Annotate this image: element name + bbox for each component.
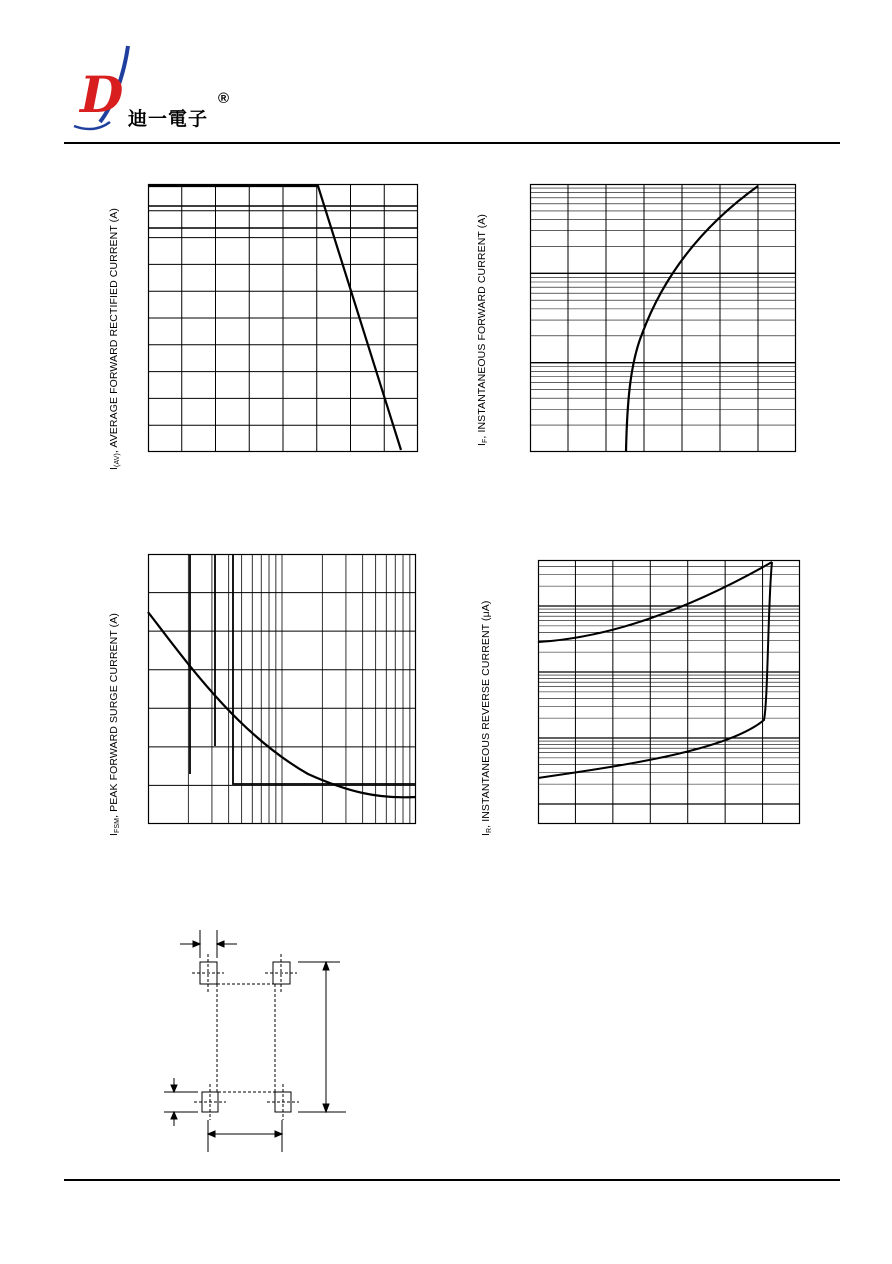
chart4-ylabel: $I_R$, INSTANTANEOUS REVERSE CURRENT (μA) <box>480 600 493 836</box>
chart2-ylabel: $I_F$, INSTANTANEOUS FORWARD CURRENT (A) <box>476 213 489 446</box>
plot-frame <box>531 185 796 452</box>
logo-letter: D <box>80 65 124 124</box>
chart3-plot <box>148 554 416 824</box>
chart1-ylabel: $I_{(AV)}$, AVERAGE FORWARD RECTIFIED CURRENT (A) <box>108 208 121 470</box>
footer-rule <box>64 1179 840 1181</box>
step-limit-line <box>190 554 416 784</box>
company-name: 迪一電子 <box>128 108 209 130</box>
chart3-ylabel: $I_{FSM}$, PEAK FORWARD SURGE CURRENT (A) <box>108 613 121 836</box>
registered-mark: ® <box>218 90 230 107</box>
forward-current-curve <box>626 186 758 452</box>
header-rule <box>64 142 840 144</box>
reverse-current-curve-high <box>538 562 772 642</box>
chart4-plot <box>538 560 800 824</box>
footprint-diagram <box>160 928 360 1158</box>
header <box>0 0 892 145</box>
reverse-current-curve-low <box>538 562 772 778</box>
chart2-plot <box>530 184 796 452</box>
chart1-plot <box>148 184 418 452</box>
